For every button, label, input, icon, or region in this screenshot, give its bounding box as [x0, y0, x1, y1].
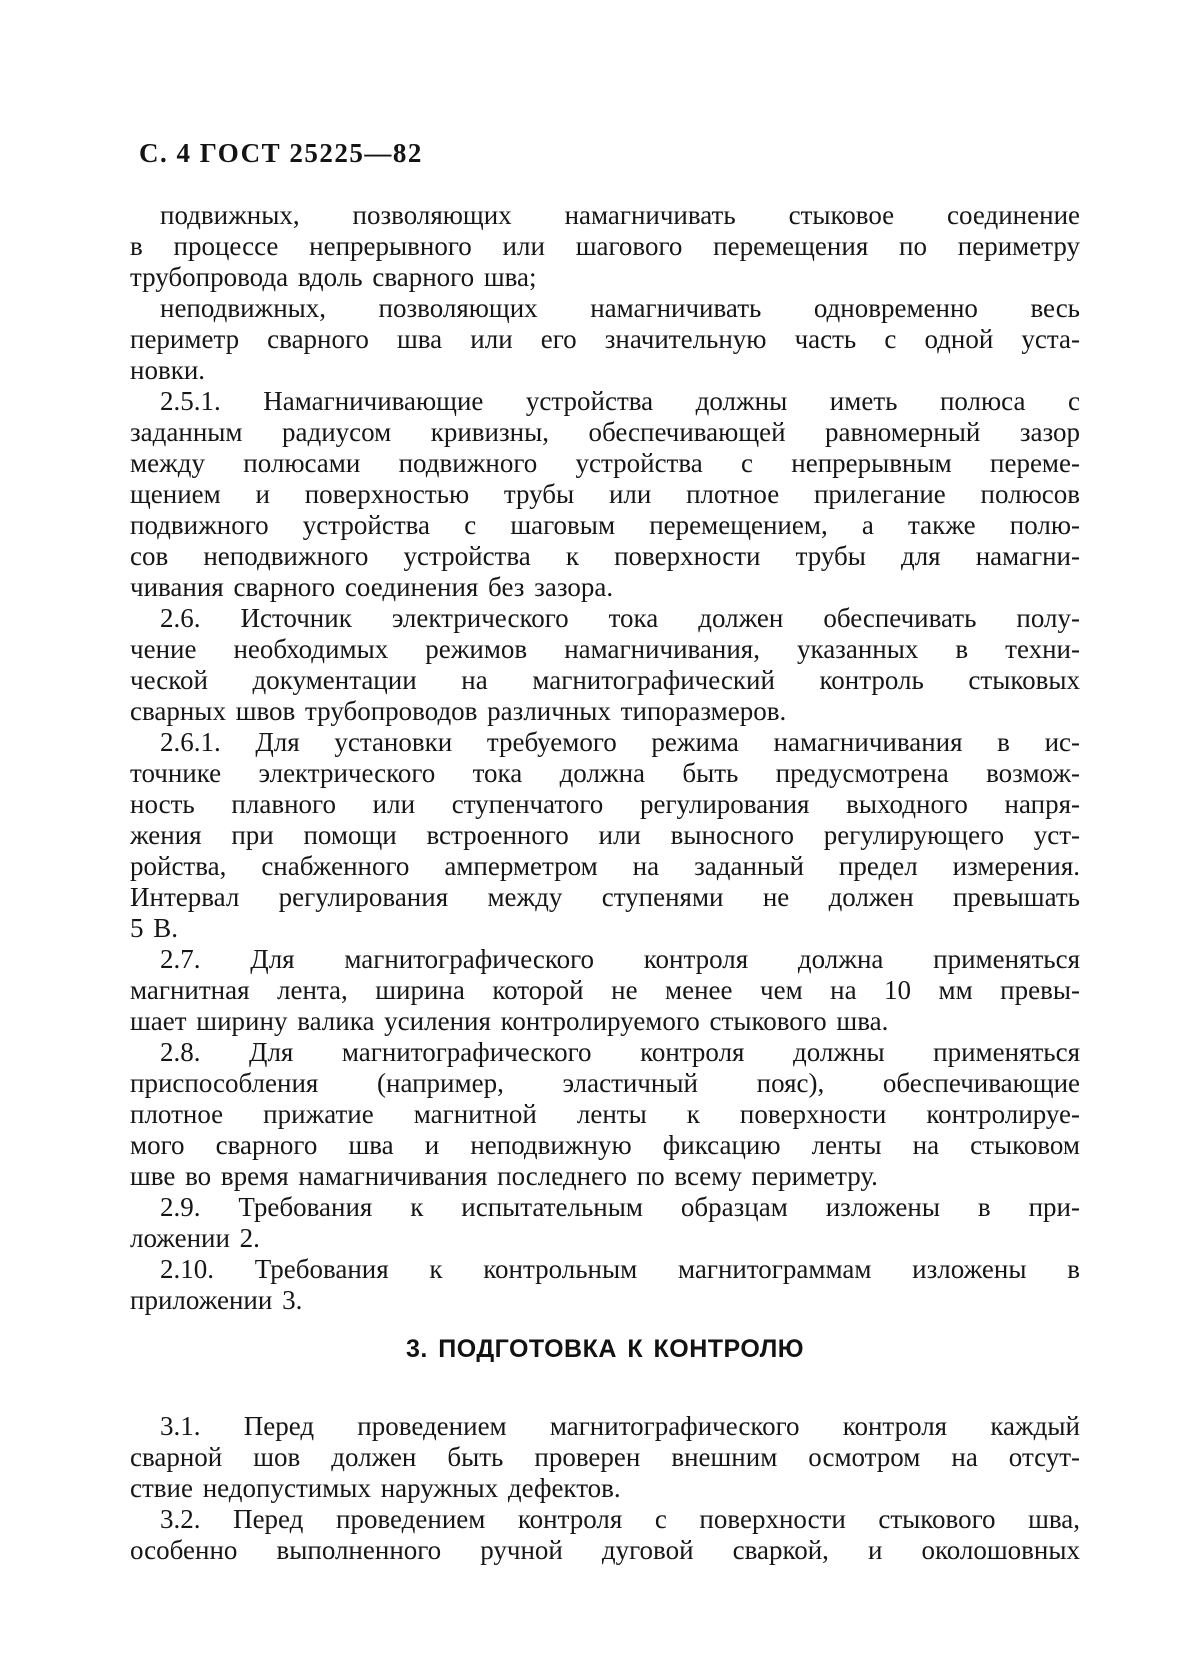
- text-line: заданным радиусом кривизны, обеспечивающей равномерный зазор: [130, 417, 1080, 447]
- text-line: 5 В.: [130, 913, 179, 943]
- text-line: сварных швов трубопроводов различных типоразмеров.: [130, 696, 787, 726]
- text-line: магнитная лента, ширина которой не менее чем на 10 мм превы-: [130, 975, 1080, 1005]
- text-line: ческой документации на магнитографический контроль стыковых: [130, 665, 1080, 695]
- text-line: подвижных, позволяющих намагничивать стыковое соединение: [160, 200, 1080, 230]
- text-line: новки.: [130, 355, 206, 385]
- text-line: сов неподвижного устройства к поверхности трубы для намагни-: [130, 541, 1080, 571]
- text-line: в процессе непрерывного или шагового перемещения по периметру: [130, 231, 1080, 261]
- text-line: щением и поверхностью трубы или плотное прилегание полюсов: [130, 479, 1080, 509]
- text-line: сварной шов должен быть проверен внешним осмотром на отсут-: [130, 1442, 1080, 1472]
- document-body: [130, 200, 1080, 1566]
- text-line: подвижного устройства с шаговым перемещением, а также полю-: [130, 510, 1080, 540]
- text-line: 2.9. Требования к испытательным образцам изложены в при-: [160, 1192, 1080, 1222]
- text-line: шве во время намагничивания последнего по всему периметру.: [130, 1161, 878, 1191]
- text-line: 2.7. Для магнитографического контроля должна применяться: [160, 944, 1080, 974]
- page-header: С. 4 ГОСТ 25225—82: [139, 138, 423, 168]
- text-line: неподвижных, позволяющих намагничивать одновременно весь: [160, 293, 1080, 323]
- text-line: чивания сварного соединения без зазора.: [130, 572, 614, 602]
- text-line: чение необходимых режимов намагничивания, указанных в техни-: [130, 634, 1080, 664]
- text-line: особенно выполненного ручной дуговой сваркой, и околошовных: [130, 1535, 1080, 1565]
- text-line: 2.6.1. Для установки требуемого режима намагничивания в ис-: [160, 727, 1080, 757]
- text-line: приспособления (например, эластичный пояс), обеспечивающие: [130, 1068, 1080, 1098]
- text-line: точнике электрического тока должна быть предусмотрена возмож-: [130, 758, 1080, 788]
- text-line: 3.2. Перед проведением контроля с поверхности стыкового шва,: [160, 1504, 1080, 1534]
- text-line: Интервал регулирования между ступенями не должен превышать: [130, 882, 1080, 912]
- text-line: между полюсами подвижного устройства с непрерывным переме-: [130, 448, 1080, 478]
- text-line: 2.6. Источник электрического тока должен обеспечивать полу-: [160, 603, 1080, 633]
- text-line: мого сварного шва и неподвижную фиксацию ленты на стыковом: [130, 1130, 1080, 1160]
- text-line: 2.8. Для магнитографического контроля должны применяться: [160, 1037, 1080, 1067]
- text-line: приложении 3.: [130, 1285, 303, 1315]
- text-line: ройства, снабженного амперметром на заданный предел измерения.: [130, 851, 1080, 881]
- text-line: шает ширину валика усиления контролируемого стыкового шва.: [130, 1006, 889, 1036]
- text-line: 2.5.1. Намагничивающие устройства должны иметь полюса с: [160, 386, 1080, 416]
- text-line: ложении 2.: [130, 1223, 260, 1253]
- text-line: 2.10. Требования к контрольным магнитограммам изложены в: [160, 1254, 1080, 1284]
- text-line: трубопровода вдоль сварного шва;: [130, 262, 537, 292]
- text-line: жения при помощи встроенного или выносного регулирующего уст-: [130, 820, 1080, 850]
- text-line: периметр сварного шва или его значительную часть с одной уста-: [130, 324, 1080, 354]
- text-line: плотное прижатие магнитной ленты к поверхности контролируе-: [130, 1099, 1080, 1129]
- text-line: 3.1. Перед проведением магнитографического контроля каждый: [160, 1411, 1080, 1441]
- text-line: ность плавного или ступенчатого регулирования выходного напря-: [130, 789, 1080, 819]
- section-heading: 3. ПОДГОТОВКА К КОНТРОЛЮ: [405, 1335, 805, 1363]
- text-line: ствие недопустимых наружных дефектов.: [130, 1473, 621, 1503]
